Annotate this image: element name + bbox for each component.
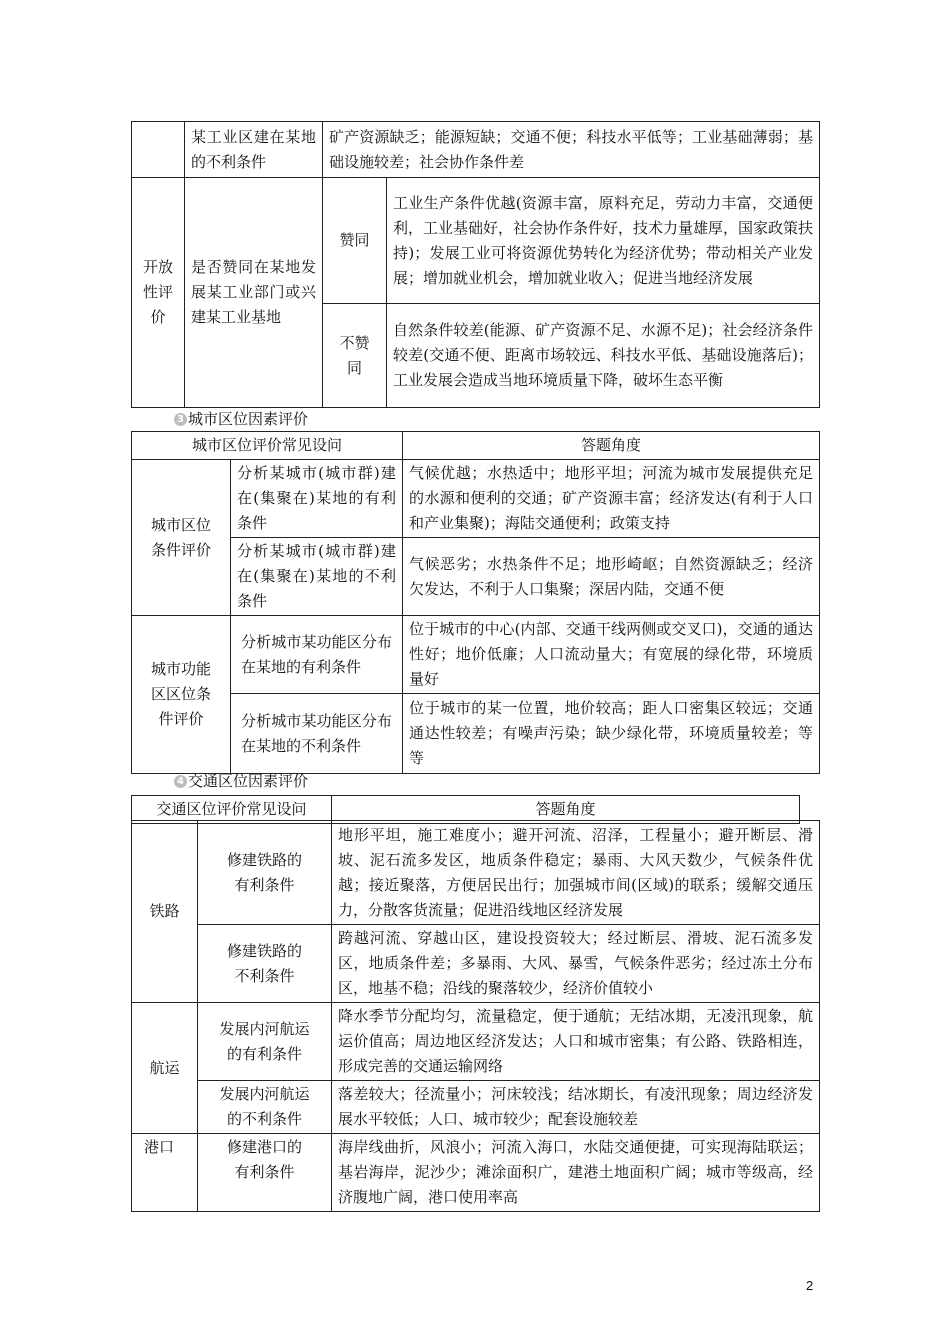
traffic-group-cat-cell: 航运 (132, 1003, 198, 1134)
open-eval-item-cell: 是否赞同在某地发展某工业部门或兴建某工业基地 (185, 178, 323, 408)
city-answer-cell: 气候恶劣；水热条件不足；地形崎岖；自然资源缺乏；经济欠发达，不利于人口集聚；深居内陆，交通不便 (403, 538, 820, 616)
industry-cat-cell (132, 122, 185, 178)
industry-table (131, 121, 820, 408)
city-group-cat-cell: 城市区位条件评价 (132, 460, 231, 616)
section-heading-traffic (174, 771, 308, 791)
traffic-item-cell: 修建铁路的有利条件 (198, 821, 332, 925)
traffic-answer-cell: 地形平坦，施工难度小；避开河流、沼泽，工程量小；避开断层、滑坡、泥石流多发区，地质条件稳定；暴雨、大风天数少，气候条件优越；接近聚落，方便居民出行；加强城市间(区域)的联系；缓解交通压力，分散客货流量；促进沿线地区经济发展 (332, 821, 820, 925)
traffic-table (131, 820, 820, 1212)
traffic-item-cell: 修建铁路的不利条件 (198, 925, 332, 1003)
traffic-answer-cell: 落差较大；径流量小；河床较浅；结冰期长，有凌汛现象；周边经济发展水平较低；人口、城市较少；配套设施较差 (332, 1081, 820, 1134)
city-item-cell: 分析城市某功能区分布在某地的有利条件 (231, 616, 403, 694)
traffic-item-cell: 发展内河航运的不利条件 (198, 1081, 332, 1134)
industry-item-cell: 某工业区建在某地的不利条件 (185, 122, 323, 178)
city-item-cell: 分析某城市(城市群)建在(集聚在)某地的有利条件 (231, 460, 403, 538)
disagree-answer-cell: 自然条件较差(能源、矿产资源不足、水源不足)；社会经济条件较差(交通不便、距离市场较远、科技水平低、基础设施落后)；工业发展会造成当地环境质量下降，破坏生态平衡 (387, 304, 820, 408)
traffic-group-cat-cell: 港口 (132, 1134, 198, 1212)
traffic-item-cell: 修建港口的有利条件 (198, 1134, 332, 1212)
traffic-head-left: 交通区位评价常见设问 (132, 796, 332, 824)
disagree-label-cell: 不赞同 (323, 304, 387, 408)
city-answer-cell: 位于城市的某一位置，地价较高；距人口密集区较远；交通通达性较差；有噪声污染；缺少绿化带，环境质量较差；等等 (403, 694, 820, 774)
city-answer-cell: 位于城市的中心(内部、交通干线两侧或交叉口)，交通的通达性好；地价低廉；人口流动量大；有宽展的绿化带，环境质量好 (403, 616, 820, 694)
industry-answer-cell: 矿产资源缺乏；能源短缺；交通不便；科技水平低等；工业基础薄弱；基础设施较差；社会协作条件差 (323, 122, 820, 178)
agree-answer-cell: 工业生产条件优越(资源丰富，原料充足，劳动力丰富，交通便利，工业基础好，社会协作条件好，技术力量雄厚，国家政策扶持)；发展工业可将资源优势转化为经济优势；带动相关产业发展；增加就业机会，增加就业收入；促进当地经济发展 (387, 178, 820, 304)
traffic-group-cat-cell: 铁路 (132, 821, 198, 1003)
city-answer-cell: 气候优越；水热适中；地形平坦；河流为城市发展提供充足的水源和便利的交通；矿产资源丰富；经济发达(有利于人口和产业集聚)；海陆交通便利；政策支持 (403, 460, 820, 538)
traffic-head-right: 答题角度 (332, 796, 800, 824)
traffic-answer-cell: 跨越河流、穿越山区，建设投资较大；经过断层、滑坡、泥石流多发区，地质条件差；多暴雨、大风、暴雪，气候条件恶劣；经过冻土分布区，地基不稳；沿线的聚落较少，经济价值较小 (332, 925, 820, 1003)
traffic-answer-cell: 海岸线曲折，风浪小；河流入海口，水陆交通便捷，可实现海陆联运；基岩海岸，泥沙少；滩涂面积广，建港土地面积广阔；城市等级高，经济腹地广阔，港口使用率高 (332, 1134, 820, 1212)
traffic-answer-cell: 降水季节分配均匀，流量稳定，便于通航；无结冰期，无凌汛现象，航运价值高；周边地区经济发达；人口和城市密集；有公路、铁路相连，形成完善的交通运输网络 (332, 1003, 820, 1081)
city-head-left: 城市区位评价常见设问 (132, 432, 403, 460)
agree-label-cell: 赞同 (323, 178, 387, 304)
section-heading-city (174, 409, 308, 429)
traffic-item-cell: 发展内河航运的有利条件 (198, 1003, 332, 1081)
section-title: 城市区位因素评价 (188, 410, 309, 428)
city-item-cell: 分析某城市(城市群)建在(集聚在)某地的不利条件 (231, 538, 403, 616)
section-number-badge: 3 (174, 413, 187, 426)
section-title: 交通区位因素评价 (188, 772, 309, 790)
city-table (131, 431, 820, 774)
open-eval-cat-cell: 开放性评价 (132, 178, 185, 408)
page-number: 2 (806, 1278, 814, 1293)
city-head-right: 答题角度 (403, 432, 820, 460)
city-group-cat-cell: 城市功能区区位条件评价 (132, 616, 231, 774)
section-number-badge: 4 (174, 775, 187, 788)
city-item-cell: 分析城市某功能区分布在某地的不利条件 (231, 694, 403, 774)
